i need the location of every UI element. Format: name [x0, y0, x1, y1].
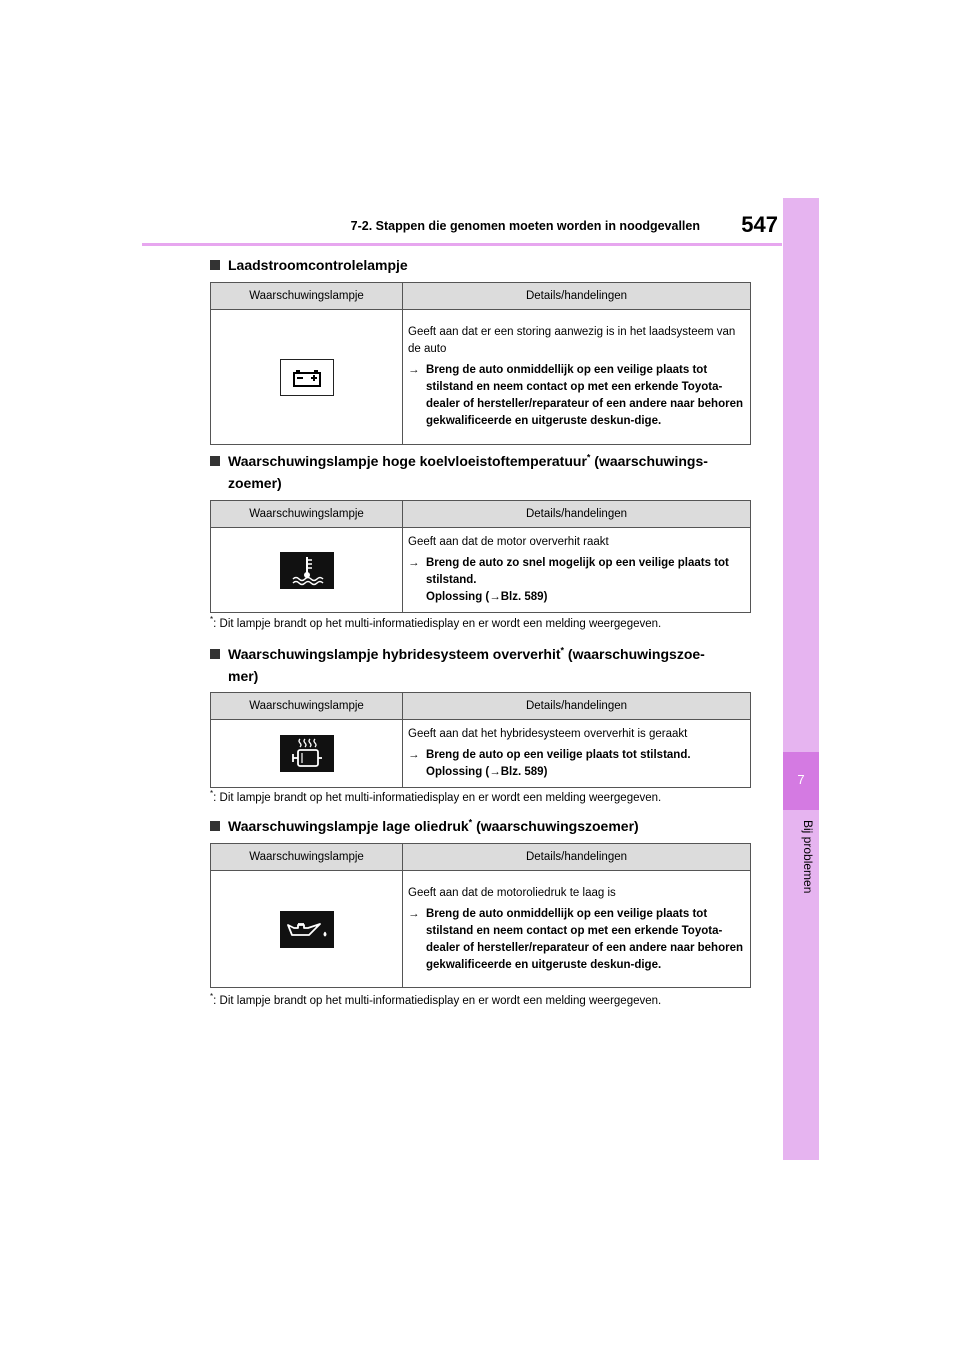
bullet-icon [210, 456, 220, 466]
lamp-description: Geeft aan dat de motor oververhit raakt [408, 536, 609, 548]
page-number: 547 [741, 212, 778, 237]
solution-reference: Oplossing (→Blz. 589) [426, 591, 548, 603]
chapter-side-tab [783, 198, 819, 1160]
table-header-lamp: Waarschuwingslampje [211, 501, 403, 528]
table-header-details: Details/handelingen [403, 693, 751, 720]
section-heading-hybrid: Waarschuwingslampje hybridesysteem oververhit* (waarschuwingszoe- mer) [210, 643, 760, 687]
hybrid-system-overheat-icon [280, 735, 334, 772]
table-header-lamp: Waarschuwingslampje [211, 283, 403, 310]
bullet-icon [210, 260, 220, 270]
lamp-description: Geeft aan dat het hybridesysteem oververhit is geraakt [408, 728, 688, 740]
action-instruction: → Breng de auto zo snel mogelijk op een veilige plaats tot stilstand. Oplossing (→Blz. 589) [408, 557, 729, 603]
hybrid-warning-table [210, 692, 751, 788]
section-heading-coolant: Waarschuwingslampje hoge koelvloeistoftemperatuur* (waarschuwings- zoemer) [210, 450, 760, 494]
bullet-icon [210, 821, 220, 831]
oil-pressure-warning-table [210, 843, 751, 988]
table-header-lamp: Waarschuwingslampje [211, 844, 403, 871]
oil-pressure-icon [280, 911, 334, 948]
action-instruction: → Breng de auto onmiddellijk op een veilige plaats tot stilstand en neem contact op met een erkende Toyota-dealer of hersteller/reparateur of een andere naar behoren gekwalificeerde en uitgeruste deskun-dige. [408, 907, 744, 971]
chapter-label: Bij problemen [801, 820, 815, 894]
table-header-lamp: Waarschuwingslampje [211, 693, 403, 720]
lamp-description: Geeft aan dat de motoroliedruk te laag is [408, 886, 616, 899]
chapter-number: 7 [797, 772, 805, 787]
battery-warning-icon [280, 359, 334, 396]
chapter-title: 7-2. Stappen die genomen moeten worden in noodgevallen [350, 219, 700, 233]
footnote: *: Dit lampje brandt op het multi-informatiedisplay en er wordt een melding weergegeven. [210, 992, 662, 1007]
section-heading-charging: Laadstroomcontrolelampje [210, 254, 760, 276]
table-header-details: Details/handelingen [403, 283, 751, 310]
header-divider [142, 243, 782, 246]
solution-reference: Oplossing (→Blz. 589) [426, 766, 548, 778]
coolant-temperature-icon [280, 552, 334, 589]
action-instruction: → Breng de auto op een veilige plaats tot stilstand. Oplossing (→Blz. 589) [408, 749, 691, 778]
section-heading-oil-pressure: Waarschuwingslampje lage oliedruk* (waarschuwingszoemer) [210, 815, 760, 837]
table-header-details: Details/handelingen [403, 844, 751, 871]
action-instruction: → Breng de auto onmiddellijk op een veilige plaats tot stilstand en neem contact op met een erkende Toyota-dealer of hersteller/reparateur of een andere naar behoren gekwalificeerde en uitgeruste deskun-dige. [408, 364, 744, 427]
footnote: *: Dit lampje brandt op het multi-informatiedisplay en er wordt een melding weergegeven. [210, 615, 662, 630]
charging-warning-table [210, 282, 751, 445]
footnote: *: Dit lampje brandt op het multi-informatiedisplay en er wordt een melding weergegeven. [210, 789, 662, 804]
lamp-description: Geeft aan dat er een storing aanwezig is in het laadsysteem van de auto [408, 326, 736, 355]
coolant-warning-table [210, 500, 751, 613]
bullet-icon [210, 649, 220, 659]
table-header-details: Details/handelingen [403, 501, 751, 528]
